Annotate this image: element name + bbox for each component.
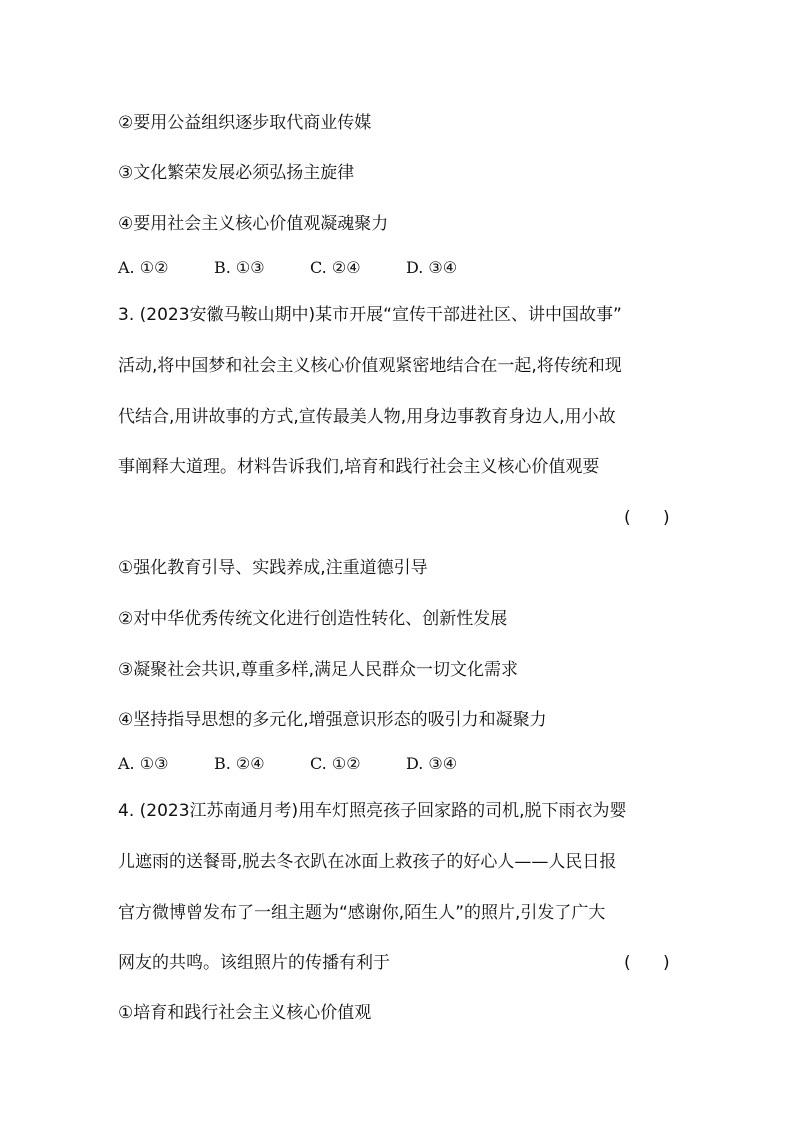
- q3-option-item-4: ④坚持指导思想的多元化,增强意识形态的吸引力和凝聚力: [118, 710, 547, 730]
- q3-stem-line-3: 代结合,用讲故事的方式,宣传最美人物,用身边事教育身边人,用小故: [118, 407, 616, 427]
- q3-option-item-3: ③凝聚社会共识,尊重多样,满足人民群众一切文化需求: [118, 660, 519, 680]
- q2-option-item-4: ④要用社会主义核心价值观凝魂聚力: [118, 214, 389, 234]
- q4-stem-line-4: 网友的共鸣。该组照片的传播有利于: [118, 953, 390, 973]
- q3-stem-line-1: 3. (2023安徽马鞍山期中)某市开展“宣传干部进社区、讲中国故事”: [118, 305, 622, 325]
- q3-stem-line-2: 活动,将中国梦和社会主义核心价值观紧密地结合在一起,将传统和现: [118, 356, 622, 376]
- q3-choice-d: D. ③④: [406, 754, 458, 773]
- q3-choice-b: B. ②④: [214, 754, 265, 773]
- q2-answer-choices: [118, 257, 502, 279]
- q3-option-item-2: ②对中华优秀传统文化进行创造性转化、创新性发展: [118, 609, 508, 629]
- q3-stem-line-4: 事阐释大道理。材料告诉我们,培育和践行社会主义核心价值观要: [118, 457, 600, 477]
- q2-option-item-3: ③文化繁荣发展必须弘扬主旋律: [118, 163, 355, 183]
- q2-choice-d: D. ③④: [406, 258, 458, 277]
- q4-stem-line-2: 儿遮雨的送餐哥,脱去冬衣趴在冰面上救孩子的好心人——人民日报: [118, 852, 617, 872]
- q2-choice-a: A. ①②: [118, 258, 169, 277]
- q3-option-item-1: ①强化教育引导、实践养成,注重道德引导: [118, 558, 428, 578]
- q4-stem-line-1: 4. (2023江苏南通月考)用车灯照亮孩子回家路的司机,脱下雨衣为婴: [118, 801, 627, 821]
- q3-answer-choices: [118, 753, 502, 775]
- q3-answer-parenthesis: ( ): [624, 508, 670, 528]
- q4-option-item-1: ①培育和践行社会主义核心价值观: [118, 1003, 372, 1023]
- q3-choice-c: C. ①②: [310, 754, 361, 773]
- q4-answer-parenthesis: ( ): [624, 953, 670, 973]
- q2-choice-c: C. ②④: [310, 258, 361, 277]
- q3-choice-a: A. ①③: [118, 754, 169, 773]
- q4-stem-line-3: 官方微博曾发布了一组主题为“感谢你,陌生人”的照片,引发了广大: [118, 903, 606, 923]
- q2-option-item-2: ②要用公益组织逐步取代商业传媒: [118, 113, 372, 133]
- q2-choice-b: B. ①③: [214, 258, 265, 277]
